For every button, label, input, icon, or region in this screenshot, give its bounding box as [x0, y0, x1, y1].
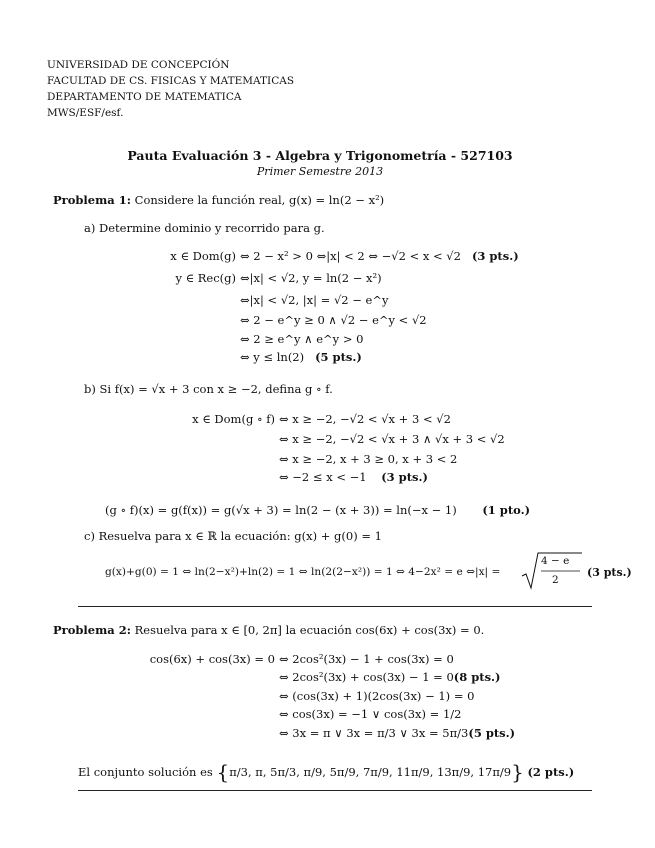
header-university: UNIVERSIDAD DE CONCEPCIÓN: [47, 59, 230, 71]
p1a-rhs-2: ⇔|x| < √2, y = ln(2 − x²): [240, 271, 382, 285]
left-brace-icon: {: [216, 760, 230, 784]
p2-rhs-4: ⇔ cos(3x) = −1 ∨ cos(3x) = 1/2: [279, 707, 462, 721]
page-title: Pauta Evaluación 3 - Algebra y Trigonometría - 527103: [127, 148, 513, 163]
p2-rhs-1: ⇔ 2cos²(3x) − 1 + cos(3x) = 0: [279, 652, 454, 666]
problem-2-statement: [53, 623, 484, 637]
p2-lhs: cos(6x) + cos(3x) = 0: [149, 652, 275, 666]
p1a-lhs-rec: y ∈ Rec(g): [175, 271, 236, 285]
p2-rhs-2: ⇔ 2cos²(3x) + cos(3x) − 1 = 0(8 pts.): [279, 670, 501, 684]
header-department: DEPARTAMENTO DE MATEMATICA: [47, 91, 242, 103]
p1a-rhs-6: ⇔ y ≤ ln(2) (5 pts.): [240, 350, 362, 364]
problem-1-text: Considere la función real, g(x) = ln(2 − x²): [134, 193, 385, 207]
p1b-composition: (g ∘ f)(x) = g(f(x)) = g(√x + 3) = ln(2 − (x + 3)) = ln(−x − 1) (1 pto.): [105, 503, 531, 517]
p1a-pts-1: (3 pts.): [471, 249, 519, 263]
p1a-rhs-1: ⇔ 2 − x² > 0 ⇔|x| < 2 ⇔ −√2 < x < √2 (3 pts.): [240, 249, 519, 263]
p1b-rhs-4: ⇔ −2 ≤ x < −1 (3 pts.): [279, 470, 428, 484]
problem-1-label: Problema 1:: [53, 193, 131, 207]
p2-solution-text: El conjunto solución es: [78, 765, 213, 779]
problem-2-label: Problema 2:: [53, 623, 131, 637]
p2-solution-set: π/3, π, 5π/3, π/9, 5π/9, 7π/9, 11π/9, 13π/9, 17π/9: [229, 765, 512, 779]
p1b-lhs-dom: x ∈ Dom(g ∘ f): [192, 412, 275, 426]
p1c-equation: g(x)+g(0) = 1 ⇔ ln(2−x²)+ln(2) = 1 ⇔ ln(2(2−x²)) = 1 ⇔ 4−2x² = e ⇔|x| =: [105, 566, 501, 578]
p1b-pts-4: (3 pts.): [381, 470, 428, 484]
p1b-rhs-1: ⇔ x ≥ −2, −√2 < √x + 3 < √2: [279, 412, 451, 426]
right-brace-icon: }: [511, 760, 524, 784]
problem-1-statement: [53, 193, 384, 207]
problem-1c-text: c) Resuelva para x ∈ ℝ la ecuación: g(x) + g(0) = 1: [84, 529, 382, 543]
p2-rhs-5: ⇔ 3x = π ∨ 3x = π/3 ∨ 3x = 5π/3(5 pts.): [279, 726, 516, 740]
divider-1: [78, 606, 592, 607]
p1b-comp-pts: (1 pto.): [482, 503, 531, 517]
header-initials: MWS/ESF/esf.: [47, 107, 124, 119]
p2-solution-line: [78, 760, 574, 784]
p1a-pts-6: (5 pts.): [315, 350, 362, 364]
problem-1b-text: b) Si f(x) = √x + 3 con x ≥ −2, defina g ∘ f.: [84, 382, 333, 396]
p1a-rhs-5: ⇔ 2 ≥ e^y ∧ e^y > 0: [240, 332, 364, 346]
p1c-pts: (3 pts.): [587, 566, 632, 579]
p2-solution-pts: (2 pts.): [527, 765, 575, 779]
p1b-rhs-3: ⇔ x ≥ −2, x + 3 ≥ 0, x + 3 < 2: [279, 452, 458, 466]
p2-pts-2: (8 pts.): [453, 670, 501, 684]
p1c-frac-den: 2: [552, 574, 559, 586]
p1a-rhs-4: ⇔ 2 − e^y ≥ 0 ∧ √2 − e^y < √2: [240, 313, 427, 327]
p1a-lhs-dom: x ∈ Dom(g): [170, 249, 236, 263]
p2-rhs-3: ⇔ (cos(3x) + 1)(2cos(3x) − 1) = 0: [279, 689, 475, 703]
p2-pts-5: (5 pts.): [468, 726, 516, 740]
page-subtitle: Primer Semestre 2013: [256, 165, 384, 178]
header-faculty: FACULTAD DE CS. FISICAS Y MATEMATICAS: [47, 75, 295, 87]
p1b-rhs-2: ⇔ x ≥ −2, −√2 < √x + 3 ∧ √x + 3 < √2: [279, 432, 505, 446]
p1c-frac-num: 4 − e: [541, 555, 570, 567]
problem-2-text: Resuelva para x ∈ [0, 2π] la ecuación cos(6x) + cos(3x) = 0.: [134, 623, 485, 637]
problem-1a-text: a) Determine dominio y recorrido para g.: [84, 221, 325, 235]
p1a-rhs-3: ⇔|x| < √2, |x| = √2 − e^y: [240, 293, 389, 307]
divider-2: [78, 790, 592, 791]
